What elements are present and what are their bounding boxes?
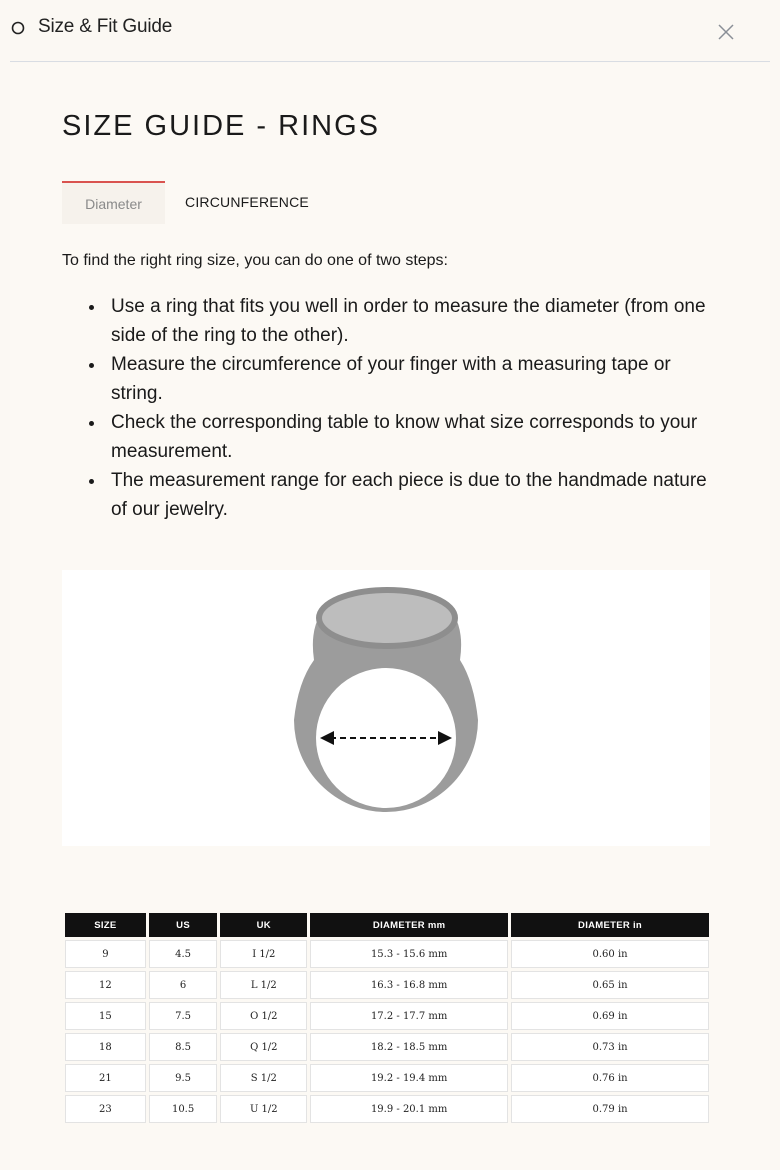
ring-illustration xyxy=(62,570,710,846)
list-item: The measurement range for each piece is due to the handmade nature of our jewelry. xyxy=(86,466,726,524)
intro-text: To find the right ring size, you can do one of two steps: xyxy=(62,252,448,269)
cell: 0.65 in xyxy=(511,971,709,999)
page-title: SIZE GUIDE - RINGS xyxy=(62,110,380,142)
cell: 0.76 in xyxy=(511,1064,709,1092)
list-item: Check the corresponding table to know what size corresponds to your measurement. xyxy=(86,408,726,466)
cell: 0.73 in xyxy=(511,1033,709,1061)
col-us: US xyxy=(149,913,218,937)
cell: 23 xyxy=(65,1095,146,1123)
cell: 19.9 - 20.1 mm xyxy=(310,1095,508,1123)
cell: 16.3 - 16.8 mm xyxy=(310,971,508,999)
cell: 18.2 - 18.5 mm xyxy=(310,1033,508,1061)
modal-title: Size & Fit Guide xyxy=(38,16,173,37)
col-diameter-in: DIAMETER in xyxy=(511,913,709,937)
cell: 15.3 - 15.6 mm xyxy=(310,940,508,968)
steps-list xyxy=(86,292,726,524)
list-item: Measure the circumference of your finger with a measuring tape or string. xyxy=(86,350,726,408)
cell: L 1/2 xyxy=(220,971,307,999)
cell: 0.69 in xyxy=(511,1002,709,1030)
table-row xyxy=(65,1064,709,1092)
cell: 0.60 in xyxy=(511,940,709,968)
cell: 9.5 xyxy=(149,1064,218,1092)
table-row xyxy=(65,940,709,968)
cell: S 1/2 xyxy=(220,1064,307,1092)
cell: 21 xyxy=(65,1064,146,1092)
tab-circumference[interactable]: CIRCUNFERENCE xyxy=(185,194,309,210)
cell: O 1/2 xyxy=(220,1002,307,1030)
cell: 19.2 - 19.4 mm xyxy=(310,1064,508,1092)
cell: 18 xyxy=(65,1033,146,1061)
table-row xyxy=(65,971,709,999)
cell: 10.5 xyxy=(149,1095,218,1123)
table-row xyxy=(65,1033,709,1061)
cell: I 1/2 xyxy=(220,940,307,968)
cell: 0.79 in xyxy=(511,1095,709,1123)
circle-icon xyxy=(10,20,26,36)
cell: 8.5 xyxy=(149,1033,218,1061)
col-diameter-mm: DIAMETER mm xyxy=(310,913,508,937)
table-row xyxy=(65,1002,709,1030)
table-row xyxy=(65,1095,709,1123)
ring-top-shape xyxy=(319,590,455,646)
cell: 9 xyxy=(65,940,146,968)
col-size: SIZE xyxy=(65,913,146,937)
cell: 12 xyxy=(65,971,146,999)
cell: 6 xyxy=(149,971,218,999)
cell: U 1/2 xyxy=(220,1095,307,1123)
cell: 15 xyxy=(65,1002,146,1030)
modal-header xyxy=(10,0,770,62)
table-header-row xyxy=(65,913,709,937)
cell: 17.2 - 17.7 mm xyxy=(310,1002,508,1030)
cell: Q 1/2 xyxy=(220,1033,307,1061)
cell: 7.5 xyxy=(149,1002,218,1030)
tab-diameter[interactable]: Diameter xyxy=(62,181,165,224)
close-icon[interactable] xyxy=(716,22,736,42)
cell: 4.5 xyxy=(149,940,218,968)
list-item: Use a ring that fits you well in order to measure the diameter (from one side of the ring to the other). xyxy=(86,292,726,350)
col-uk: UK xyxy=(220,913,307,937)
ring-diagram xyxy=(62,570,710,846)
size-table xyxy=(62,910,712,1126)
